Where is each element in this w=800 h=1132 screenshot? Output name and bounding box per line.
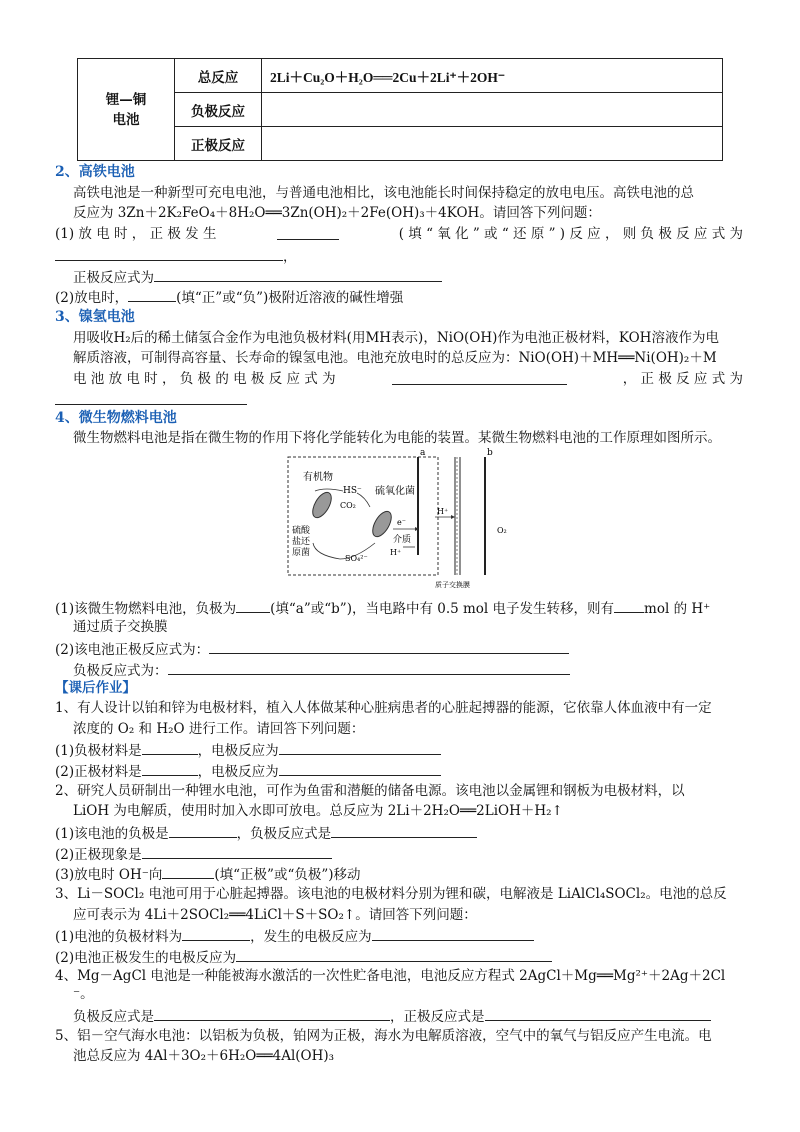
h-plus-arrowhead [451,515,455,519]
answer-blank[interactable] [169,823,237,838]
answer-blank[interactable] [55,246,283,261]
section-heading: 2、高铁电池 [55,164,135,180]
diagram-label-o2: O₂ [497,526,507,535]
answer-blank[interactable] [392,370,567,385]
paragraph: 池总反应为 4Al＋3O₂＋6H₂O══4Al(OH)₃ [73,1048,335,1064]
sulfur-bacteria-ellipse [369,508,395,539]
answer-blank[interactable] [142,844,332,859]
question-line: (2)正极材料是 ，电极反应为 [55,761,441,782]
answer-blank[interactable] [55,390,247,405]
question-line: 负极反应式是 ，正极反应式是 [73,1006,711,1027]
diagram-label-sulfate-2: 盐还 [292,537,311,547]
answer-blank[interactable] [277,225,339,240]
question-line: 电 池 放 电 时 ， 负 极 的 电 极 反 应 式 为 ， 正 极 反 应 式 为 [73,371,743,387]
row-label-negative: 负极反应 [175,93,262,127]
answer-blank[interactable] [236,947,552,962]
answer-blank[interactable] [128,287,176,302]
question-line: (2)该电池正极反应式为： [55,639,569,660]
answer-blank[interactable] [331,823,477,838]
diagram-label-sulfate-3: 原菌 [292,548,311,558]
answer-blank[interactable] [279,761,441,776]
diagram-label-h-plus-2: H⁺ [437,507,449,516]
row-value-positive[interactable] [262,127,723,161]
question-line: (1)该微生物燃料电池，负极为 (填“a”或“b”)，当电路中有 0.5 mol 电子发生转移，则有 mol 的 H⁺ [55,598,710,619]
answer-blank[interactable] [236,598,270,613]
diagram-label-electrode-b: b [487,448,493,458]
paragraph: LiOH 为电解质，使用时加入水即可放电。总反应为 2Li＋2H₂O══2LiOH＋H₂↑ [73,803,563,819]
answer-blank[interactable] [168,660,570,675]
answer-blank[interactable] [209,639,569,654]
paragraph: 2、研究人员研制出一种锂水电池，可作为鱼雷和潜艇的储备电源。该电池以金属锂和钢板为电极材料，以 [55,783,685,799]
answer-blank[interactable] [142,740,198,755]
question-line: (1) 放 电 时 ， 正 极 发 生 ( 填 “ 氧 化 ” 或 “ 还 原 ” ) 反 应 ， 则 负 极 反 应 式 为 [55,226,743,242]
so4-return-arrow [313,543,340,559]
table-row [78,127,723,161]
question-line: 负极反应式为： [73,660,570,681]
paragraph: 反应为 3Zn＋2K₂FeO₄＋8H₂O══3Zn(OH)₂＋2Fe(OH)₃＋4KOH。请回答下列问题： [73,205,601,221]
diagram-label-h-plus-1: H⁺ [390,548,402,557]
question-line: 正极反应式为 [73,267,442,288]
diagram-label-organic: 有机物 [303,472,333,483]
question-line: (3)放电时 OH⁻向 (填“正极”或“负极”)移动 [55,864,361,885]
diagram-label-membrane: 质子交换膜 [435,581,470,589]
diagram-label-electron: e⁻ [397,518,406,527]
answer-blank[interactable] [372,926,534,941]
diagram-label-medium: 介质 [393,535,412,545]
question-line: (2)电池正极发生的电极反应为 [55,947,552,968]
lithium-copper-table [77,58,723,161]
section-heading: 3、镍氢电池 [55,309,135,325]
cell-name-line1: 锂—铜 [105,91,147,108]
question-line: (1)该电池的负极是 ，负极反应式是 [55,823,477,844]
paragraph: 应可表示为 4Li＋2SOCl₂══4LiCl＋S＋SO₂↑。请回答下列问题： [73,907,477,923]
answer-blank[interactable] [154,267,442,282]
answer-blank[interactable] [279,740,441,755]
question-line: ， [55,246,297,267]
paragraph: 浓度的 O₂ 和 H₂O 进行工作。请回答下列问题： [73,721,365,737]
row-label-positive: 正极反应 [175,127,262,161]
row-value-negative[interactable] [262,93,723,127]
paragraph: 微生物燃料电池是指在微生物的作用下将化学能转化为电能的装置。某微生物燃料电池的工作原理如图所示。 [73,430,721,446]
section-heading: 【课后作业】 [55,680,136,696]
hs-arrow [315,489,343,491]
sulfate-bacteria-ellipse [309,489,335,520]
paragraph: 高铁电池是一种新型可充电电池，与普通电池相比，该电池能长时间保持稳定的放电电压。高铁电池的总 [73,185,694,201]
paragraph: 3、Li－SOCl₂ 电池可用于心脏起搏器。该电池的电极材料分别为锂和碳，电解液是 LiAlCl₄SOCl₂。电池的总反 [55,886,727,902]
question-line: (1)电池的负极材料为 ，发生的电极反应为 [55,926,534,947]
question-line: 通过质子交换膜 [73,619,168,635]
section-heading: 4、微生物燃料电池 [55,410,177,426]
paragraph: 解质溶液，可制得高容量、长寿命的镍氢电池。电池充放电时的总反应为：NiO(OH)＋MH══Ni(OH)₂＋M [73,350,717,366]
answer-blank[interactable] [614,598,644,613]
row-value-total: 2Li＋Cu₂O＋H₂O══2Cu＋2Li⁺＋2OH⁻ [262,59,723,93]
diagram-label-hs: HS⁻ [343,486,362,496]
answer-blank[interactable] [162,864,214,879]
diagram-label-co2: CO₂ [340,501,356,510]
paragraph: 5、铝－空气海水电池：以铝板为负极，铂网为正极，海水为电解质溶液，空气中的氧气与铝反应产生电流。电 [55,1028,712,1044]
fuel-cell-diagram [285,447,517,589]
diagram-label-electrode-a: a [420,448,426,458]
diagram-label-sulfur-bacteria: 硫氧化菌 [375,486,415,497]
paragraph: 4、Mg－AgCl 电池是一种能被海水激活的一次性贮备电池，电池反应方程式 2AgCl＋Mg══Mg²⁺＋2Ag＋2Cl [55,968,726,984]
answer-blank[interactable] [485,1006,711,1021]
answer-blank[interactable] [182,926,250,941]
question-line: (1)负极材料是 ，电极反应为 [55,740,441,761]
cell-name [78,59,175,161]
question-line [55,390,247,411]
diagram-label-sulfate-1: 硫酸 [292,526,311,536]
table-row [78,93,723,127]
question-line: (2)放电时， (填“正”或“负”)极附近溶液的碱性增强 [55,287,403,308]
diagram-label-so4: SO₄²⁻ [345,554,368,563]
cell-name-line2: 电池 [112,111,140,128]
question-line: (2)正极现象是 [55,844,332,865]
paragraph: 1、有人设计以铂和锌为电极材料，植入人体做某种心脏病患者的心脏起搏器的能源，它依靠人体血液中有一定 [55,700,712,716]
answer-blank[interactable] [154,1006,390,1021]
paragraph: 用吸收H₂后的稀土储氢合金作为电池负极材料(用MH表示)，NiO(OH)作为电池正极材料，KOH溶液作为电 [73,330,719,346]
paragraph: ⁻。 [73,986,94,1002]
table-row [78,59,723,93]
answer-blank[interactable] [142,761,198,776]
row-label-total: 总反应 [175,59,262,93]
